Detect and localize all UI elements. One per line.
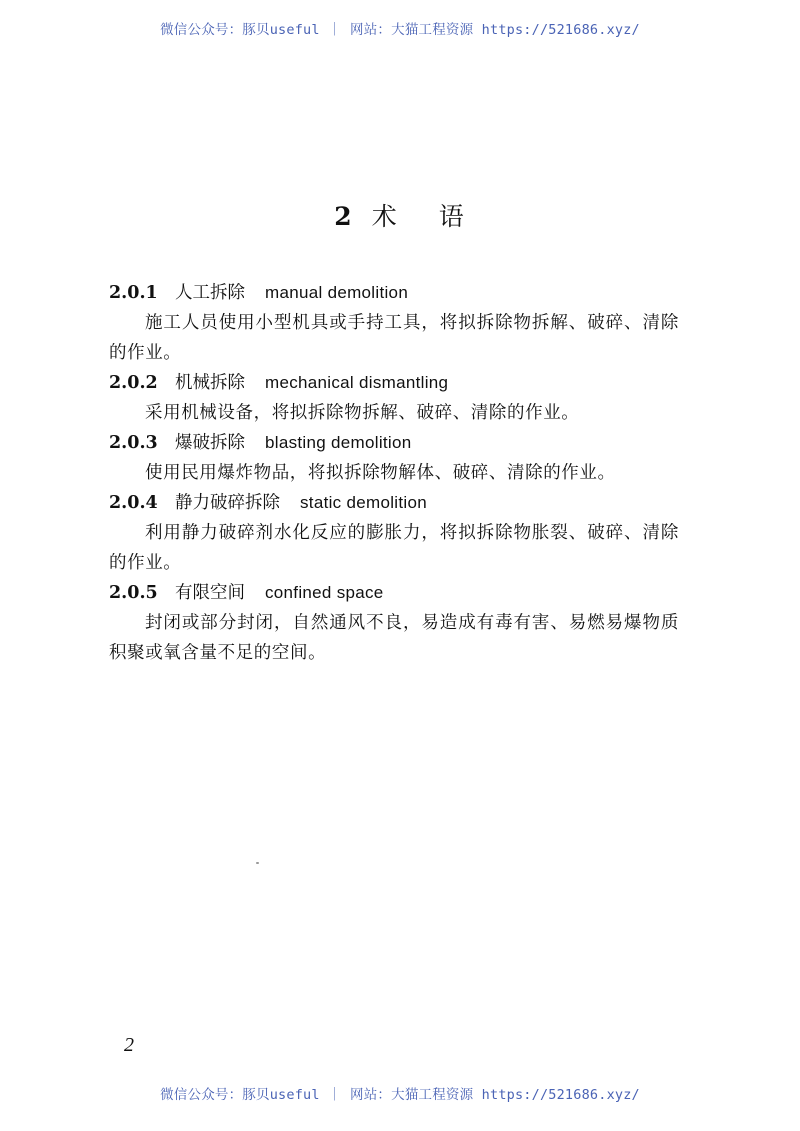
term-number: 2.0.1 bbox=[109, 283, 158, 303]
chapter-title-part2: 语 bbox=[438, 202, 466, 231]
term-definition: 封闭或部分封闭，自然通风不良，易造成有毒有害、易燃易爆物质积聚或氧含量不足的空间。 bbox=[109, 613, 679, 663]
term-heading bbox=[109, 428, 679, 458]
term-heading bbox=[109, 488, 679, 518]
term-entry bbox=[109, 278, 679, 368]
term-definition: 施工人员使用小型机具或手持工具，将拟拆除物拆解、破碎、清除的作业。 bbox=[109, 313, 679, 363]
term-heading bbox=[109, 278, 679, 308]
term-english: mechanical dismantling bbox=[265, 373, 449, 392]
term-heading bbox=[109, 578, 679, 608]
term-chinese: 爆破拆除 bbox=[175, 433, 245, 453]
term-english: confined space bbox=[265, 583, 384, 602]
scan-speck bbox=[256, 862, 259, 864]
term-number: 2.0.4 bbox=[109, 493, 158, 513]
term-entry bbox=[109, 488, 679, 578]
chapter-number: 2 bbox=[334, 202, 354, 231]
term-chinese: 人工拆除 bbox=[175, 283, 245, 303]
term-definition: 采用机械设备，将拟拆除物拆解、破碎、清除的作业。 bbox=[145, 403, 580, 423]
term-english: blasting demolition bbox=[265, 433, 412, 452]
watermark-bottom: 微信公众号：豚贝useful ｜ 网站：大猫工程资源 https://521686.xyz/ bbox=[160, 1087, 640, 1103]
term-entry bbox=[109, 428, 679, 488]
terms-list bbox=[109, 278, 679, 668]
term-number: 2.0.2 bbox=[109, 373, 158, 393]
term-number: 2.0.5 bbox=[109, 583, 158, 603]
watermark-top: 微信公众号：豚贝useful ｜ 网站：大猫工程资源 https://521686.xyz/ bbox=[160, 22, 640, 38]
term-number: 2.0.3 bbox=[109, 433, 158, 453]
term-chinese: 静力破碎拆除 bbox=[175, 493, 280, 513]
chapter-title bbox=[0, 197, 800, 233]
chapter-title-part1: 术 bbox=[371, 202, 399, 231]
term-chinese: 机械拆除 bbox=[175, 373, 245, 393]
term-entry bbox=[109, 578, 679, 668]
term-entry bbox=[109, 368, 679, 428]
term-english: manual demolition bbox=[265, 283, 409, 302]
term-heading bbox=[109, 368, 679, 398]
term-chinese: 有限空间 bbox=[175, 583, 245, 603]
term-english: static demolition bbox=[300, 493, 427, 512]
page-number: 2 bbox=[124, 1034, 134, 1056]
term-definition: 使用民用爆炸物品，将拟拆除物解体、破碎、清除的作业。 bbox=[145, 463, 616, 483]
term-definition: 利用静力破碎剂水化反应的膨胀力，将拟拆除物胀裂、破碎、清除的作业。 bbox=[109, 523, 679, 573]
